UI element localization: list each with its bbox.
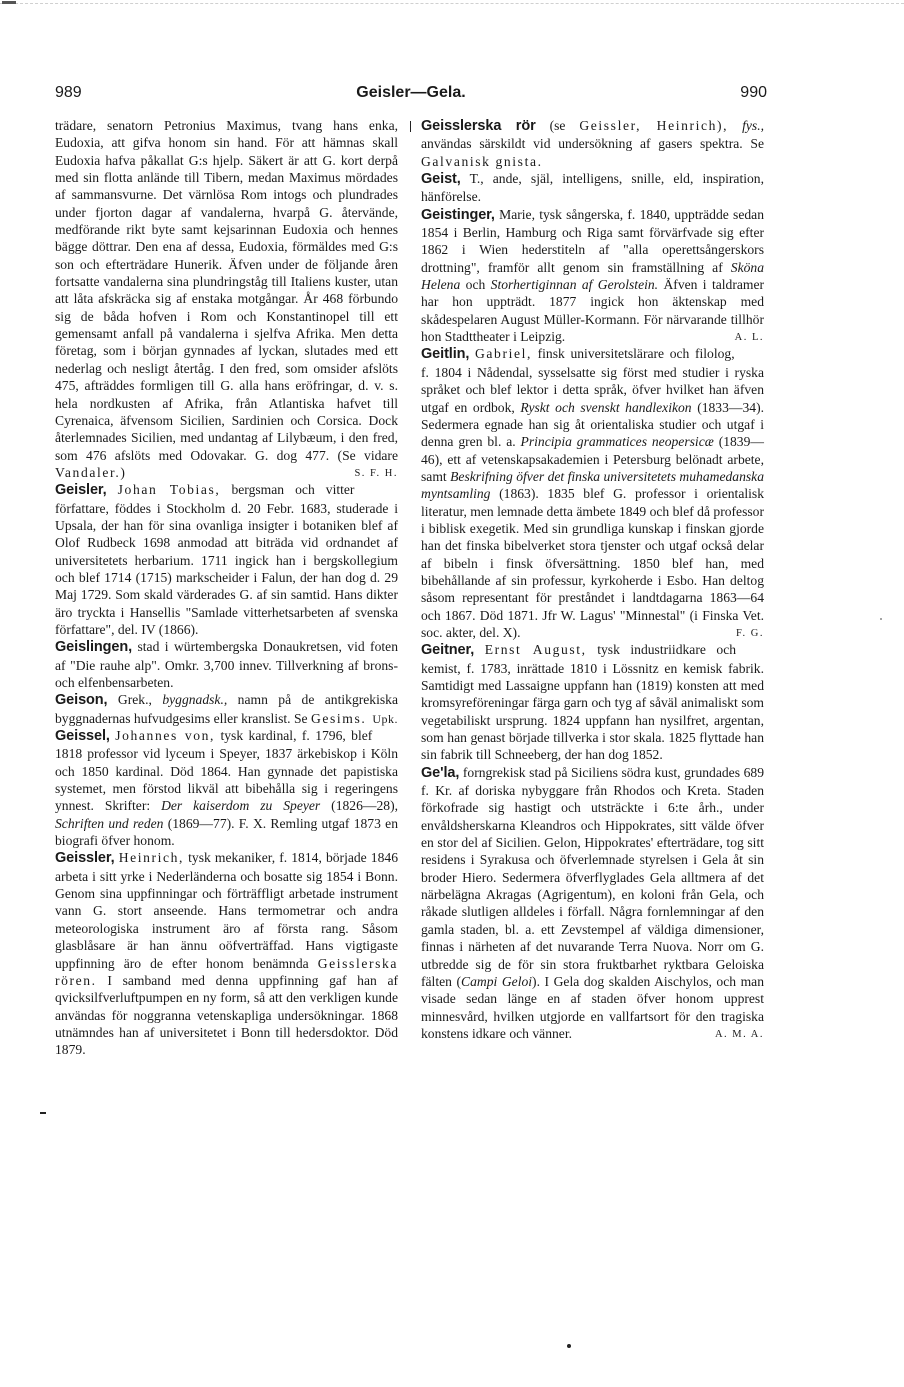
entry-text: användas särskildt vid undersökning af gasers spektra. Se xyxy=(421,136,764,152)
cross-reference: Gesims. xyxy=(310,710,367,726)
entry-italic: Campi Geloi xyxy=(461,973,533,989)
entry-italic: Storhertiginnan af Gerolstein. xyxy=(490,277,659,293)
page-bottom-dot xyxy=(567,1344,571,1348)
top-edge-rule xyxy=(0,3,904,6)
top-corner-mark xyxy=(2,1,16,4)
headword: Geitlin, xyxy=(421,346,470,363)
entry-text: trädare, senatorn Petronius Maximus, tvang hans enka, Eudoxia, att gifva honom sin hand. För att hämnas skall Eudoxia hafva påkallat G:s hjelp. Säkert är att G. kort derpå med sin flotta anlände till Tibern, medan Maximus mördades af sammansvurne. Det värnlösa Rom intogs och plundrades under fjorton dagar af vandalerna, hvarpå G. återvände, medförande rikt byte samt kejsarinnan Eudoxia och hennes bägge döttrar. Den ena af dessa, Eudoxia, förmäldes med G:s son och efterträdare Hunerik. Äfven under de följande åren fortsatte vandalerna sina plundringståg till Italiens kuster, utan att låta afskräcka sig af enstaka motgångar. År 468 förbundo sig de båda hofven i Rom och Konstantinopel till ett gemensamt anfall på vandalerna i sjelfva Afrika. Men detta företag, som i början gynnades af lyckan, slutades med ett nederlag och nesligt återtåg. I den fred, som omsider afslöts 475, afträddes formligen till G. alla hans eröfringar, d. v. s. hela nordkusten af Afrika, från Atlantiska hafvet till Cyrenaica, äfvensom Sicilien, Sardinien och Corsica. Dock återlemnades Sicilien, med undantag af Lilybæum, i den fred, som 476 afslöts med Odovakar. G. dog 477. (Se vidare xyxy=(55,118,398,463)
entry-geissel xyxy=(55,727,398,849)
entry-italic: fys., xyxy=(742,118,765,133)
headword: Geisler, xyxy=(55,482,107,499)
entry-text: tysk mekaniker, f. 1814, började 1846 arbeta i sitt yrke i Nederländerna och bosatte sig 1854 i Bonn. Genom sina uppfinningar och förträffligt arbetade instrument vann G. stort anseende. Hans termometrar och andra meteorologiska instrument äro af första rang. Såsom glasblåsare är han ännu oöfverträffad. Hans vigtigaste uppfinning äro de efter honom benämnda xyxy=(55,850,398,971)
entry-text: forngrekisk stad på Siciliens södra kust, grundades 689 f. Kr. af doriska nybyggare från Rhodos och Kreta. Staden förkofrade sig hastigt och utsträckte i 6:te årh., under envåldsherskarna Kleandros och Hippokrates, sitt välde öfver en stor del af Sicilien. Gelon, Hippokrates' efterträdare, tog sitt residens i Syrakusa och öfverlemnade styrelsen i Gela åt sin broder Hiero. Sedermera öfverflyglades Gela alltmera af det närbelägna Akragas (Agrigentum), en koloni från Gela, och råkade slutligen alldeles i förfall. Några fornlemningar af den gamla staden, bl. a. ett Zevstempel af väldiga dimensioner, finnas i närheten af det nuvarande Terra Nuova. Norr om G. utbredde sig de för sin stora fruktbarhet ryktbara Geloiska fälten ( xyxy=(421,764,764,989)
entry-geissler xyxy=(55,849,398,1058)
running-head xyxy=(55,80,767,110)
margin-mark xyxy=(40,1112,46,1114)
headword: Geissel, xyxy=(55,728,110,745)
entry-italic: Principia grammatices neopersicæ xyxy=(520,434,714,450)
entry-text: bergsman och vitter författare, föddes i Stockholm d. 20 Febr. 1683, studerade i Upsala, der han för sina ovanliga insigter i botaniken blef af Olof Rudbeck 1698 anmodad att biträda vid ordnandet af universitetets herbarium. 1711 ingick han i bergskollegium och blef 1714 (1715) markscheider i Falun, der han dog d. 29 Maj 1729. Som skald värderades G. af sin samtid. Hans dikter äro tryckta i Hansellis "Samlade vitterhetsarbeten af svenska författare", del. IV (1866). xyxy=(55,482,398,637)
entry-italic: Beskrifning öfver det finska universitetets muhamedanska myntsamling xyxy=(421,468,764,502)
author-signature: A. L. xyxy=(734,332,764,344)
headword: Geison, xyxy=(55,692,108,709)
entry-geistinger xyxy=(421,206,764,346)
entry-italic: Schriften und reden xyxy=(55,815,164,831)
cross-reference: Geissler, Heinrich), xyxy=(579,118,729,133)
entry-text: T., ande, själ, intelligens, snille, eld, inspiration, hänförelse. xyxy=(421,171,764,205)
page-number-left: 989 xyxy=(55,84,82,101)
entry-geisler xyxy=(55,481,398,638)
page-title: Geisler—Gela. xyxy=(356,84,466,101)
entry-geiserik-continued: trädare, senatorn Petronius Maximus, tvang hans enka, Eudoxia, att gifva honom sin hand. För att hämnas skall Eudoxia hafva påkallat G:s hjelp. Säkert är att G. kort derpå med sin flotta anlände till Tibern, medan Maximus mördades af sammansvurne. Det värnlösa Rom intogs och plundrades under fjorton dagar af vandalerna, hvarpå G. återvände, medförande rikt byte samt kejsarinnan Eudoxia och hennes bägge döttrar. Den ena af dessa, Eudoxia, förmäldes med G:s son och efterträdare Hunerik. Äfven under de följande åren fortsatte vandalerna sina plundringståg till Italiens kuster, utan att låta afskräcka sig af enstaka motgångar. År 468 förbundo sig de båda hofven i Rom och Konstantinopel till ett gemensamt anfall på vandalerna i sjelfva Afrika. Men detta företag, som i början gynnades af lyckan, slutades med ett nederlag och nesligt återtåg. I den fred, som omsider afslöts 475, afträddes formligen till G. alla hans eröfringar, d. v. s. hela nordkusten af Afrika, från Atlantiska hafvet till Cyrenaica, äfvensom Sicilien, Sardinien och Corsica. Dock återlemnades Sicilien, med undantag af Lilybæum, i den fred, som 476 afslöts med Odovakar. G. dog 477. (Se vidare Vandaler.) S. F. H. xyxy=(55,117,398,481)
entry-name: Johannes von, xyxy=(115,728,216,744)
headword: Geitner, xyxy=(421,642,475,659)
headword: Geistinger, xyxy=(421,206,495,223)
entry-italic: byggnadsk., xyxy=(162,692,228,708)
entry-name: Heinrich, xyxy=(118,850,185,866)
author-signature: F. G. xyxy=(736,627,764,639)
entry-geist xyxy=(421,170,764,206)
headword: Geisslerska rör xyxy=(421,118,536,134)
headword: Ge'la, xyxy=(421,764,460,781)
entry-text: (1833—34). Sedermera egnade han sig åt orientaliska studier och utgaf i denna gren bl. a. xyxy=(421,399,765,450)
entry-geislingen xyxy=(55,638,398,691)
entry-italic: Sköna Helena xyxy=(421,259,764,293)
entry-text: finsk universitetslärare och filolog, f. 1804 i Nådendal, sysselsatte sig först med studier i ryska språket och blef lektor i detta språk, öfver hvilket han äfven utgaf en ordbok, xyxy=(421,346,764,415)
cross-reference: Vandaler. xyxy=(55,464,121,480)
entry-text: (1839—46), ett af vetenskapsakademien i Petersburg belönadt arbete, samt xyxy=(421,434,764,484)
page-number-right: 990 xyxy=(740,84,767,101)
entry-text: Marie, tysk sångerska, f. 1840, uppträdde sedan 1854 i Berlin, Hamburg och Riga samt förvärfvade sig efter 1862 i Wien hederstiteln af "alla operettsångerskors drottning", framför allt genom sin framställning af xyxy=(421,206,764,275)
right-column xyxy=(421,117,764,1043)
author-signature: S. F. H. xyxy=(354,467,398,479)
headword: Geissler, xyxy=(55,850,115,867)
headword: Geislingen, xyxy=(55,639,133,656)
entry-italic: Ryskt och svenskt handlexikon xyxy=(520,399,692,415)
entry-name: Johan Tobias, xyxy=(117,482,221,498)
paper-speck xyxy=(880,618,882,620)
entry-text: I samband med denna uppfinning gaf han af qvicksilfverluftpumpen en ny form, så att den verkligen kunde användas för noggranna vetenskapliga undersökningar. 1868 utnämndes han af universitetet i Bonn till hedersdoktor. Död 1879. xyxy=(55,972,399,1058)
author-signature: Upk. xyxy=(372,711,398,726)
entry-text: tysk kardinal, f. 1796, blef 1818 professor vid lyceum i Speyer, 1837 ärkebiskop i Köln och 1850 kardinal. Död 1864. Han gynnade det papistiska systemet, men förstod likväl att bibehålla sig i regeringens ynnest. Skrifter: xyxy=(55,728,398,814)
entry-text: Äfven i taldramer har hon uppträdt. 1877 ingick hon äktenskap med skådespelaren August Müller-Kormann. För närvarande tillhör hon Stadttheater i Leipzig. xyxy=(421,277,765,345)
entry-name: Ernst August, xyxy=(484,642,587,658)
entry-text: stad i würtembergska Donaukretsen, vid foten af "Die rauhe alp". Omkr. 3,700 innev. Tillverkning af brons- och elfenbensarbeten. xyxy=(55,639,398,690)
left-column xyxy=(55,117,398,1059)
entry-text: (se xyxy=(549,118,566,133)
column-rule xyxy=(410,121,411,132)
entry-gela xyxy=(421,764,764,1043)
entry-text: (1863). 1835 blef G. professor i orientalisk literatur, men lemnade detta ämbete 1849 och blef då professor i biblisk exegetik. Med sin grundliga kunskap i finskan gjorde han det finska bibelverket stora tjenster och utgaf också delar af bibeln i finsk öfversättning. 1850 blef han, med bibehållande af sin professur, kyrkoherde i Esbo. Han deltog såsom representant för preståndet i landtdagarna 1863—64 och 1867. Död 1871. Jfr W. Lagus' "Minnestal" (i Finska Vet. soc. akter, del. X). xyxy=(421,486,764,640)
entry-geisslerska-ror xyxy=(421,117,764,170)
entry-text: (1869—77). F. X. Remling utgaf 1873 en biografi öfver honom. xyxy=(55,815,398,849)
entry-text: namn på de antikgrekiska byggnadernas hufvudgesims eller kranslist. Se xyxy=(55,692,399,726)
cross-reference: Galvanisk gnista. xyxy=(421,153,543,169)
author-signature: A. M. A. xyxy=(714,1028,764,1040)
entry-text: och xyxy=(465,277,486,293)
entry-italic: Der kaiserdom zu Speyer xyxy=(161,798,321,814)
entry-text: (1826—28), xyxy=(331,798,398,814)
entry-geitlin xyxy=(421,345,764,641)
entry-text: ). I Gela dog skalden Aischylos, och man visade sedan länge en af staden öfver honom upprest minnesvård, hvilken utgjorde en vallfartsort för den tragiska konstens idkare och vänner. xyxy=(421,973,765,1041)
entry-text: tysk industriidkare och kemist, f. 1783, inrättade 1810 i Lössnitz en kemisk fabrik. Samtidigt med Lassaigne uppfann han (1819) konsten att med kromsyreföreningar färga garn och tyg af såväl animaliskt som vegetabiliskt ursprung. 1824 uppfann han nysilfret, argentan, som han genast började tillverka i stor skala. 1825 flyttade han sin fabrik till Schneeberg, der han dog 1852. xyxy=(421,642,764,763)
entry-text: Grek., xyxy=(117,692,152,708)
cross-reference: Geisslerska rören. xyxy=(55,955,398,988)
entry-geitner xyxy=(421,641,764,763)
entry-name: Gabriel, xyxy=(475,346,532,362)
headword: Geist, xyxy=(421,171,461,188)
entry-geison xyxy=(55,691,398,727)
